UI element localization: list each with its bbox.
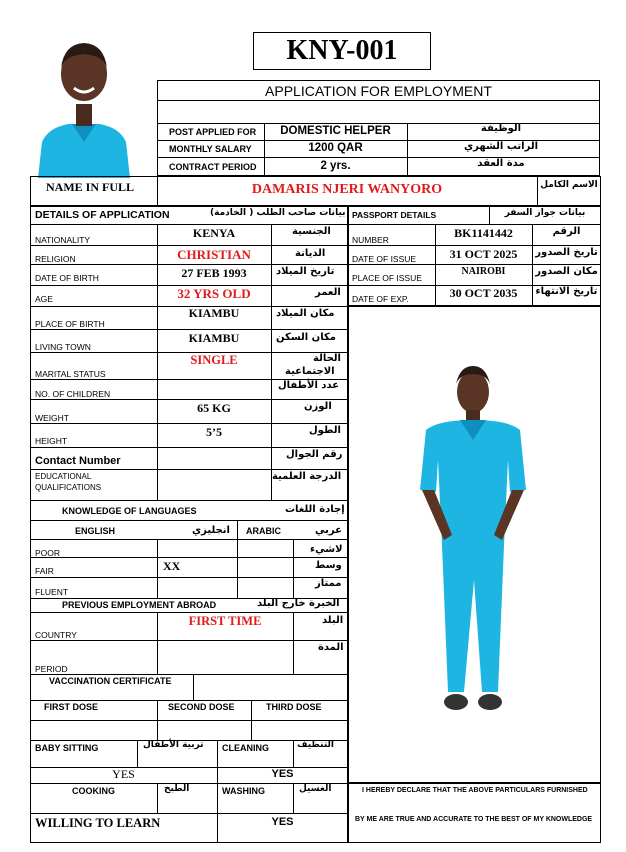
edu-ar: الدرجة العلمية [272,471,342,482]
salary-ar: الراتب الشهري [464,141,538,152]
contract-value: 2 yrs. [320,160,351,172]
second-dose-label: SECOND DOSE [168,702,235,712]
fair-label: FAIR [35,566,54,576]
edu-label-1: EDUCATIONAL [35,472,92,481]
town-ar: مكان السكن [276,332,336,343]
salary-label: MONTHLY SALARY [169,144,252,154]
experience-ar: الخبرة خارج البلد [257,598,340,609]
weight-ar: الوزن [304,401,332,412]
marital-value: SINGLE [190,353,238,367]
third-dose-label: THIRD DOSE [266,702,322,712]
contact-label: Contact Number [35,455,121,467]
nationality-value: KENYA [192,226,236,240]
name-label: NAME IN FULL [46,180,135,194]
cleaning-label: CLEANING [222,743,269,753]
pob-ar: مكان الميلاد [276,308,335,319]
contract-label: CONTRACT PERIOD [169,162,257,172]
dob-ar: تاريخ الميلاد [276,266,335,277]
age-label: AGE [35,294,53,304]
contract-ar: مدة العقد [477,158,525,169]
issue-date-value: 31 OCT 2025 [449,247,518,261]
fair-mark: XX [163,559,181,573]
fluent-label: FLUENT [35,587,69,597]
religion-value: CHRISTIAN [177,247,251,262]
town-label: LIVING TOWN [35,342,91,352]
reference-number: KNY-001 [286,35,398,66]
weight-label: WEIGHT [35,413,69,423]
english-ar: انجليزي [192,525,230,536]
height-ar: الطول [309,425,341,436]
experience-label: PREVIOUS EMPLOYMENT ABROAD [62,600,217,610]
arabic-ar: عربي [315,525,342,536]
contact-ar: رقم الجوال [286,449,343,460]
period-label: PERIOD [35,664,68,674]
fair-ar: وسط [315,560,342,571]
height-value: 5’5 [206,425,222,439]
poor-label: POOR [35,548,61,558]
poor-ar: لاشيء [310,544,343,555]
issue-place-label: PLACE OF ISSUE [352,273,422,283]
children-label: NO. OF CHILDREN [35,389,111,399]
declaration-line-1: I HEREBY DECLARE THAT THE ABOVE PARTICULARS FURNISHED [362,787,588,794]
languages-label: KNOWLEDGE OF LANGUAGES [62,506,197,516]
expiry-date-label: DATE OF EXP. [352,294,409,304]
religion-label: RELIGION [35,254,76,264]
issue-place-value: NAIROBI [461,266,506,277]
baby-sitting-label: BABY SITTING [35,743,99,753]
details-ar: بيانات صاحب الطلب ( الخادمة) [210,208,346,218]
children-ar: عدد الأطفال [278,380,340,391]
cleaning-value: YES [271,768,294,780]
country-label: COUNTRY [35,630,77,640]
washing-label: WASHING [222,786,266,796]
name-value: DAMARIS NJERI WANYORO [251,182,443,197]
page-title: APPLICATION FOR EMPLOYMENT [265,83,492,99]
vaccination-label: VACCINATION CERTIFICATE [49,676,172,686]
cooking-ar: الطبخ [164,784,190,794]
baby-sitting-ar: تربية الأطفال [143,740,204,750]
weight-value: 65 KG [197,401,231,415]
passport-ar: بيانات جواز السفر [504,208,586,218]
photo-panel [348,306,601,783]
declaration-line-2: BY ME ARE TRUE AND ACCURATE TO THE BEST OF MY KNOWLEDGE [355,816,593,823]
passport-number-label: NUMBER [352,235,389,245]
washing-ar: الغسيل [299,784,332,794]
nationality-ar: الجنسية [292,226,331,237]
post-ar: الوظيفة [480,123,522,134]
cleaning-ar: التنظيف [297,740,334,750]
arabic-label: ARABIC [246,526,281,536]
age-value: 32 YRS OLD [177,286,251,301]
post-value: DOMESTIC HELPER [280,125,391,137]
name-ar: الاسم الكامل [540,180,598,190]
passport-number-value: BK1141442 [454,226,513,240]
expiry-date-value: 30 OCT 2035 [449,286,518,300]
religion-ar: الديانة [295,248,326,259]
baby-sitting-value: YES [112,767,135,781]
marital-ar-2: الاجتماعية [285,366,335,377]
cooking-label: COOKING [72,786,116,796]
issue-date-label: DATE OF ISSUE [352,254,417,264]
height-label: HEIGHT [35,436,68,446]
passport-label: PASSPORT DETAILS [352,210,437,220]
post-label: POST APPLIED FOR [169,127,257,137]
willing-value: YES [271,816,294,828]
age-ar: العمر [315,287,341,298]
headshot-photo [28,30,140,178]
edu-label-2: QUALIFICATIONS [35,483,102,492]
period-ar: المدة [318,642,344,653]
passport-number-ar: الرقم [552,226,581,237]
dob-label: DATE OF BIRTH [35,273,99,283]
salary-value: 1200 QAR [308,142,363,154]
first-dose-label: FIRST DOSE [44,702,99,712]
english-label: ENGLISH [75,526,116,536]
country-value: FIRST TIME [188,614,262,628]
marital-ar-1: الحالة [313,353,341,364]
willing-label: WILLING TO LEARN [35,816,161,830]
nationality-label: NATIONALITY [35,235,91,245]
details-label: DETAILS OF APPLICATION [35,209,170,221]
languages-ar: إجادة اللغات [285,504,345,515]
dob-value: 27 FEB 1993 [181,266,247,280]
issue-date-ar: تاريخ الصدور [535,247,598,258]
pob-label: PLACE OF BIRTH [35,319,105,329]
issue-place-ar: مكان الصدور [535,266,598,277]
country-ar: البلد [322,615,344,626]
fluent-ar: ممتاز [315,578,342,589]
marital-label: MARITAL STATUS [35,369,106,379]
expiry-date-ar: تاريخ الانتهاء [535,286,598,297]
town-value: KIAMBU [188,331,240,345]
pob-value: KIAMBU [188,306,240,320]
